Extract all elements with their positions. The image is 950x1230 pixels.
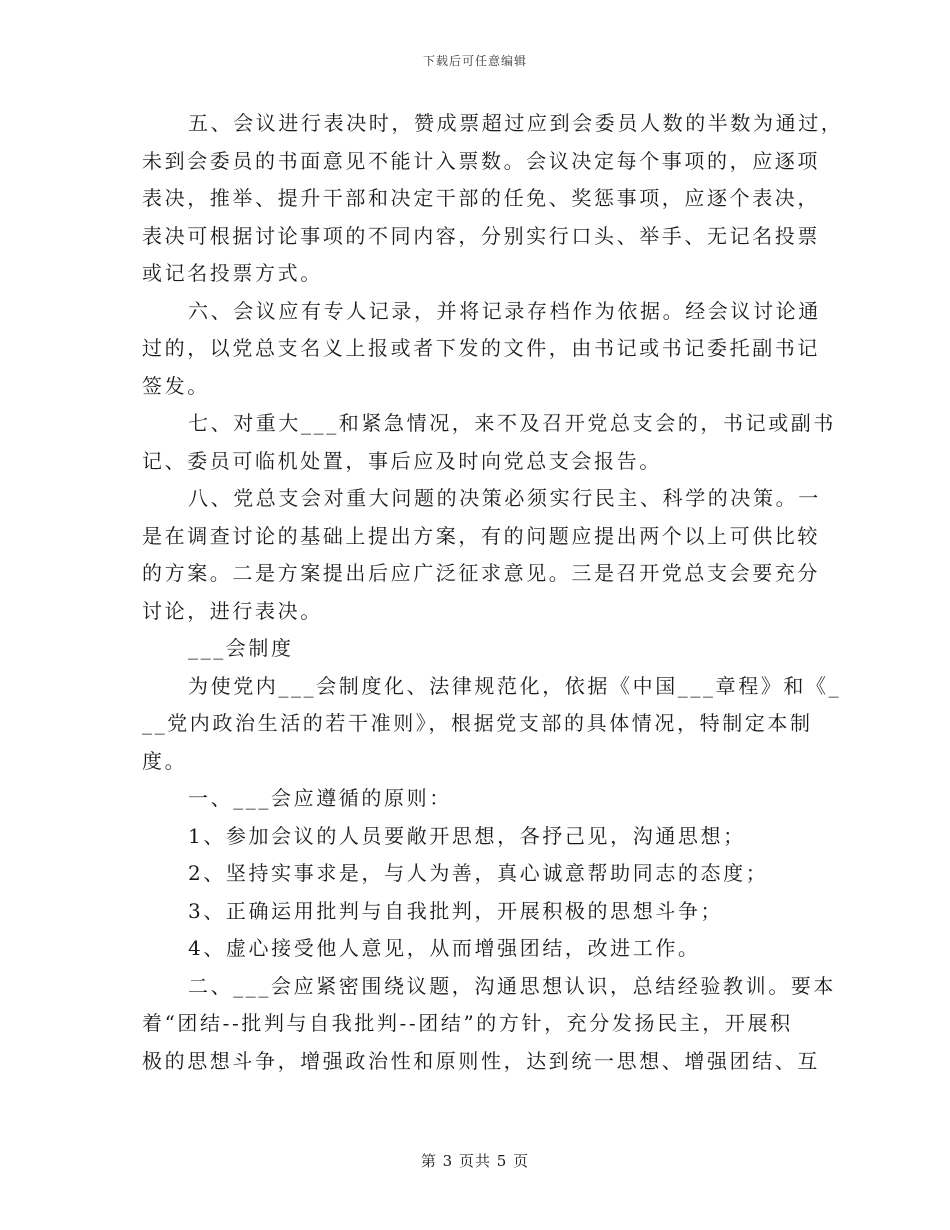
list-item: 1、参加会议的人员要敞开思想，各抒己见，沟通思想； xyxy=(188,823,746,848)
text-line: 二、___会应紧密围绕议题，沟通思想认识，总结经验教训。要本 xyxy=(188,973,836,998)
text-line: 一、___会应遵循的原则： xyxy=(188,786,452,810)
text-line: 着“团结--批判与自我批判--团结”的方针，充分发扬民主，开展积 xyxy=(142,1011,793,1035)
text-line: 未到会委员的书面意见不能计入票数。会议决定每个事项的，应逐项 xyxy=(142,148,820,173)
page-header: 下载后可任意编辑 xyxy=(422,54,527,68)
page-number: 第 3 页共 5 页 xyxy=(420,1152,530,1170)
text-line: 或记名投票方式。 xyxy=(142,261,323,285)
text-line: 讨论，进行表决。 xyxy=(142,598,323,623)
text-line: 的方案。二是方案提出后应广泛征求意见。三是召开党总支会要充分 xyxy=(142,561,820,585)
text-line: 八、党总支会对重大问题的决策必须实行民主、科学的决策。一 xyxy=(188,486,821,510)
text-line: 六、会议应有专人记录，并将记录存档作为依据。经会议讨论通 xyxy=(188,298,821,323)
list-item: 4、虚心接受他人意见，从而增强团结，改进工作。 xyxy=(188,936,701,960)
section-heading: ___会制度 xyxy=(188,636,294,660)
list-item: 3、正确运用批判与自我批判，开展积极的思想斗争； xyxy=(188,898,724,923)
document-body xyxy=(142,105,844,1080)
text-line: 是在调查讨论的基础上提出方案，有的问题应提出两个以上可供比较 xyxy=(142,523,820,548)
text-line: 度。 xyxy=(142,748,188,773)
text-line: 表决可根据讨论事项的不同内容，分别实行口头、举手、无记名投票 xyxy=(142,223,820,248)
text-line: 七、对重大___和紧急情况，来不及召开党总支会的，书记或副书 xyxy=(188,411,836,435)
list-item: 2、坚持实事求是，与人为善，真心诚意帮助同志的态度； xyxy=(188,861,769,885)
text-line: 表决，推举、提升干部和决定干部的任免、奖惩事项，应逐个表决， xyxy=(142,186,820,210)
text-line: 过的，以党总支名义上报或者下发的文件，由书记或书记委托副书记 xyxy=(142,336,820,360)
text-line: 为使党内___会制度化、法律规范化，依据《中国___章程》和《_ xyxy=(188,673,842,698)
text-line: 签发。 xyxy=(142,373,210,398)
text-line: __党内政治生活的若干准则》，根据党支部的具体情况，特制定本制 xyxy=(142,711,813,735)
text-line: 记、委员可临机处置，事后应及时向党总支会报告。 xyxy=(142,448,662,473)
text-line: 极的思想斗争，增强政治性和原则性，达到统一思想、增强团结、互 xyxy=(142,1048,820,1073)
text-line: 五、会议进行表决时，赞成票超过应到会委员人数的半数为通过， xyxy=(188,111,844,135)
